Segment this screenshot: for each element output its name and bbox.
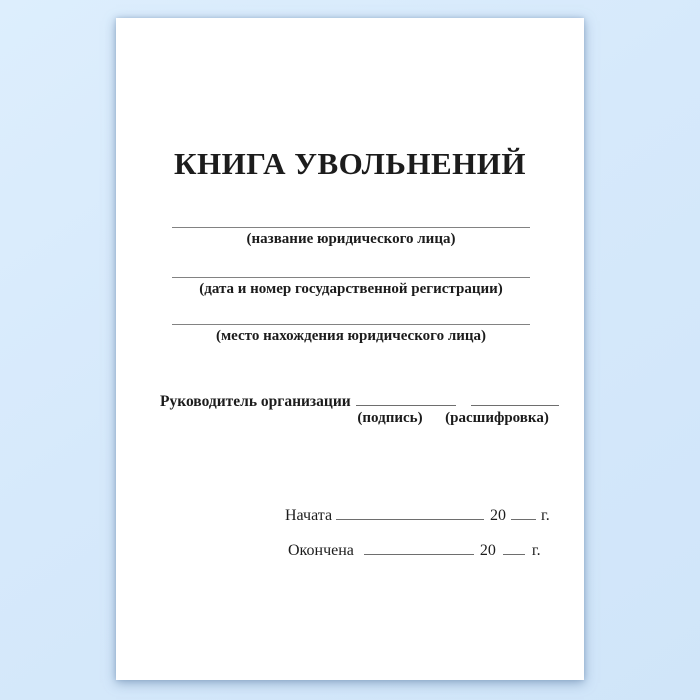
start-year-line — [511, 503, 536, 520]
name-caption: (расшифровка) — [445, 410, 549, 426]
start-year-suffix: г. — [541, 507, 550, 524]
blank-field-registration — [172, 277, 530, 298]
signature-caption: (подпись) — [357, 410, 423, 426]
fill-in-line — [172, 227, 530, 228]
end-date-line — [364, 538, 474, 555]
signature-line — [356, 389, 456, 406]
start-date-line — [336, 503, 484, 520]
field-caption: (название юридического лица) — [246, 231, 456, 247]
end-year-line — [503, 538, 525, 555]
end-date-row — [288, 538, 541, 559]
end-date-label: Окончена — [288, 542, 354, 559]
blank-field-location — [172, 324, 530, 345]
end-century: 20 — [479, 542, 496, 559]
start-date-row — [285, 503, 550, 524]
start-century: 20 — [490, 507, 507, 524]
manager-label: Руководитель организации — [160, 393, 351, 410]
fill-in-line — [172, 277, 530, 278]
start-date-label: Начата — [285, 507, 333, 524]
document-sheet — [116, 18, 584, 680]
fill-in-line — [172, 324, 530, 325]
manager-row — [160, 389, 559, 411]
field-caption: (дата и номер государственной регистрации) — [199, 281, 503, 297]
end-year-suffix: г. — [531, 542, 541, 559]
blank-field-legal-name — [172, 227, 530, 248]
field-caption: (место нахождения юридического лица) — [215, 328, 487, 344]
name-line — [471, 389, 559, 406]
document-title: КНИГА УВОЛЬНЕНИЙ — [174, 146, 526, 181]
